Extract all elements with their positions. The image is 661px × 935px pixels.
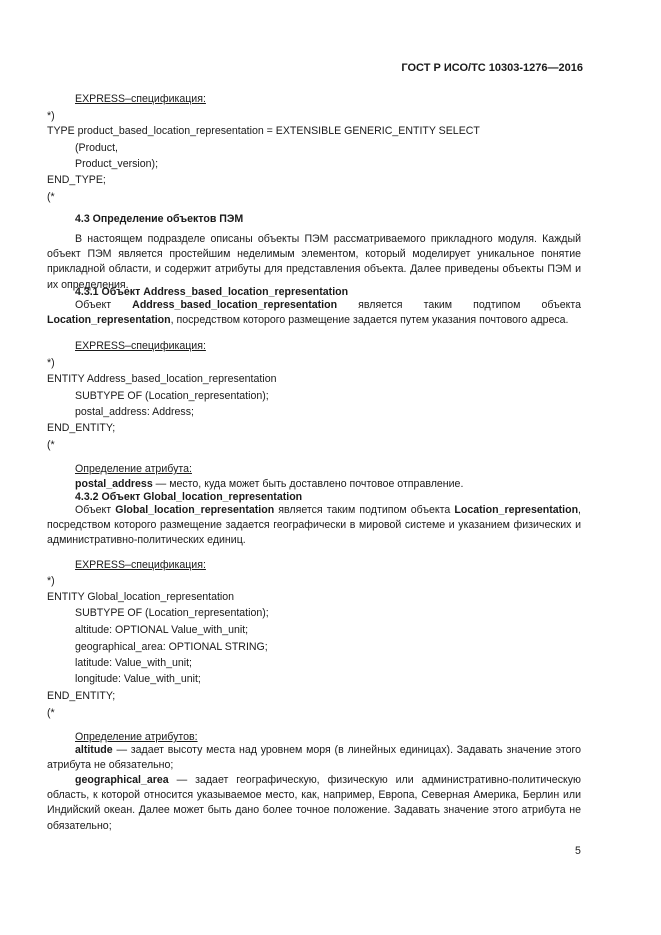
page-number: 5 — [575, 845, 581, 857]
subsection-paragraph: Объект Address_based_location_representation является таким подтипом объекта Location_representation, посредством которого размещение задается путем указания почтового адреса. — [47, 299, 581, 327]
express-close-marker: (* — [47, 191, 55, 203]
select-item: Product_version); — [75, 158, 159, 170]
attribute-definition: geographical_area — задает географическую, физическую или административно-политическую область, к которой относится указываемое место, как, например, Европа, Северная Америка, Берлин или Индийский океан. Далее может быть дано более точное положение. Задавать значение этого атрибута не обязательно; — [47, 774, 581, 832]
express-close-marker: (* — [47, 707, 55, 719]
express-close-marker: (* — [47, 439, 55, 451]
type-declaration: TYPE product_based_location_representation = EXTENSIBLE GENERIC_ENTITY SELECT — [47, 125, 480, 137]
subsection-title: 4.3.2 Объект Global_location_representation — [75, 491, 303, 503]
attribute-definition: altitude — задает высоту места над уровнем моря (в линейных единицах). Задавать значение этого атрибута не обязательно; — [47, 744, 581, 772]
entity-attribute: postal_address: Address; — [75, 406, 194, 418]
subsection-paragraph: Объект Global_location_representation является таким подтипом объекта Location_representation, посредством которого размещение задается географически в мировой системе и указанием физических и административно-политических единиц. — [47, 504, 581, 547]
subtype-clause: SUBTYPE OF (Location_representation); — [75, 390, 269, 402]
express-open-marker: *) — [47, 110, 55, 122]
attribute-definition-heading: Определение атрибутов: — [75, 731, 198, 743]
express-open-marker: *) — [47, 575, 55, 587]
express-heading: EXPRESS–спецификация: — [75, 559, 206, 571]
entity-attribute: geographical_area: OPTIONAL STRING; — [75, 641, 268, 653]
attribute-definition: postal_address — место, куда может быть доставлено почтовое отправление. — [75, 478, 464, 490]
end-type: END_TYPE; — [47, 174, 106, 186]
document-id-header: ГОСТ Р ИСО/ТС 10303-1276—2016 — [401, 62, 583, 74]
section-title: 4.3 Определение объектов ПЭМ — [75, 213, 244, 225]
subsection-title: 4.3.1 Объект Address_based_location_representation — [75, 286, 349, 298]
express-heading: EXPRESS–спецификация: — [75, 340, 206, 352]
entity-declaration: ENTITY Address_based_location_representation — [47, 373, 277, 385]
section-paragraph: В настоящем подразделе описаны объекты ПЭМ рассматриваемого прикладного модуля. Каждый объект ПЭМ является простейшим неделимым элементом, который моделирует уникальное понятие прикладной области, и содержит атрибуты для представления объекта. Далее приведены объекты ПЭМ и их определения. — [47, 233, 581, 291]
entity-declaration: ENTITY Global_location_representation — [47, 591, 235, 603]
end-entity: END_ENTITY; — [47, 422, 116, 434]
end-entity: END_ENTITY; — [47, 690, 116, 702]
express-heading: EXPRESS–спецификация: — [75, 93, 206, 105]
express-open-marker: *) — [47, 357, 55, 369]
subtype-clause: SUBTYPE OF (Location_representation); — [75, 607, 269, 619]
entity-attribute: latitude: Value_with_unit; — [75, 657, 193, 669]
select-item: (Product, — [75, 142, 118, 154]
entity-attribute: altitude: OPTIONAL Value_with_unit; — [75, 624, 249, 636]
attribute-definition-heading: Определение атрибута: — [75, 463, 192, 475]
entity-attribute: longitude: Value_with_unit; — [75, 673, 201, 685]
